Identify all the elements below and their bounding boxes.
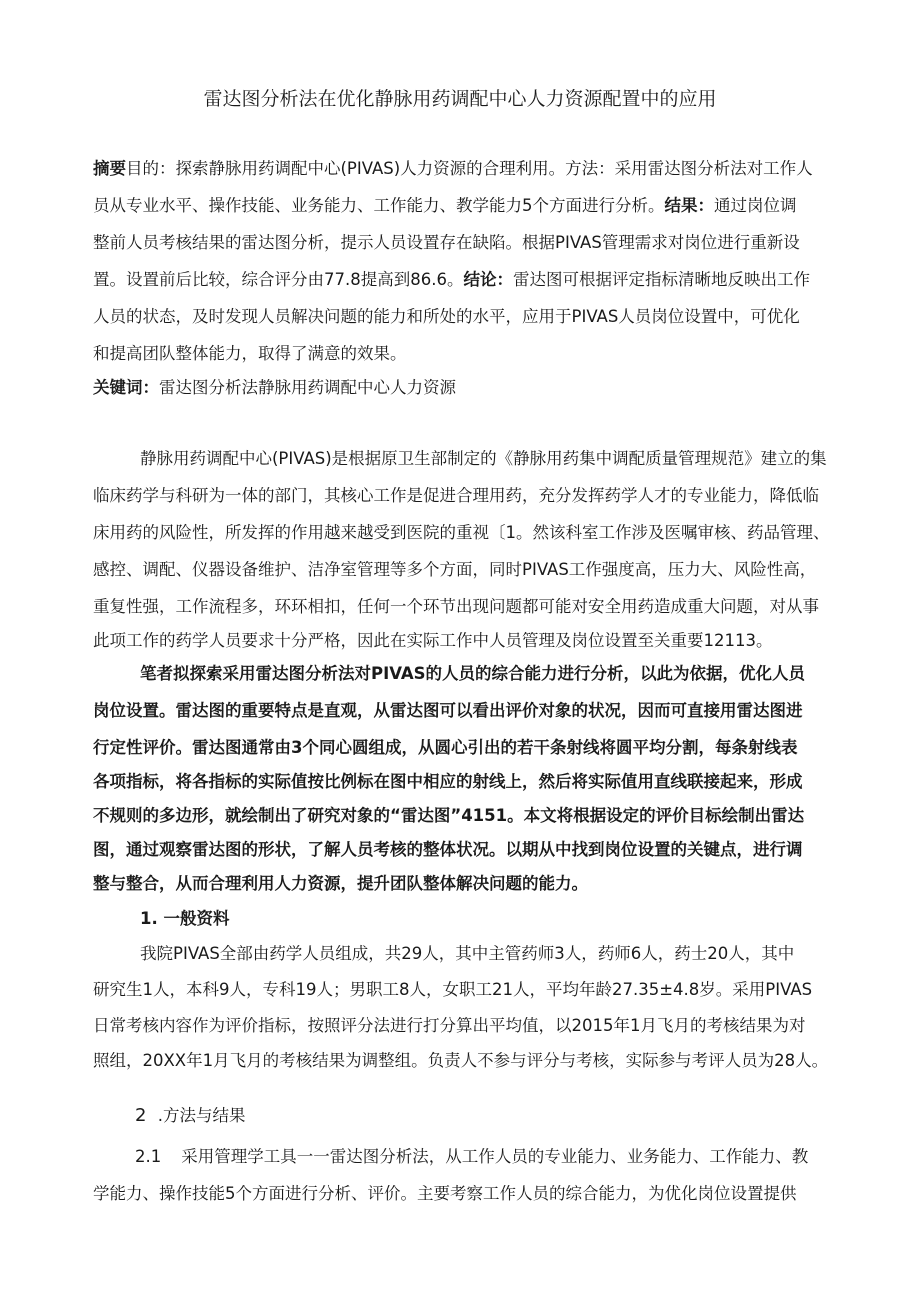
paragraph-line: 照组，20XX年1月飞月的考核结果为调整组。负责人不参与评分与考核，实际参与考评人员为28人。	[93, 1051, 829, 1070]
subsection-text: 采用管理学工具一一雷达图分析法，从工作人员的专业能力、业务能力、工作能力、教	[181, 1147, 809, 1166]
paragraph-line: 感控、调配、仪器设备维护、洁净室管理等多个方面，同时PIVAS工作强度高，压力大、风险性高，	[93, 560, 817, 579]
abstract-line-2	[93, 195, 797, 217]
paragraph-line: 重复性强，工作流程多，环环相扣，任何一个环节出现问题都可能对安全用药造成重大问题，对从事	[93, 597, 819, 616]
abstract-line-5: 人员的状态，及时发现人员解决问题的能力和所处的水平，应用于PIVAS人员岗位设置中，可优化	[93, 307, 800, 326]
subsection-number: 2.1	[135, 1147, 162, 1166]
abstract-line-1	[93, 158, 813, 180]
section-1-heading: 1. 一般资料	[140, 909, 230, 928]
section-2-heading	[135, 1105, 245, 1127]
abstract-text: 雷达图可根据评定指标清晰地反映出工作	[512, 270, 810, 289]
abstract-text: 员从专业水平、操作技能、业务能力、工作能力、教学能力5个方面进行分析。	[93, 196, 665, 215]
keywords	[93, 377, 456, 399]
paragraph-line: 不规则的多边形，就绘制出了研究对象的“雷达图”4151。本文将根据设定的评价目标绘制出雷达	[93, 806, 805, 825]
abstract-line-3: 整前人员考核结果的雷达图分析，提示人员设置存在缺陷。根据PIVAS管理需求对岗位进行重新设	[93, 233, 800, 252]
keywords-label: 关键词：	[93, 378, 159, 397]
paragraph-line: 我院PIVAS全部由药学人员组成，共29人，其中主管药师3人，药师6人，药士20人，其中	[140, 944, 795, 963]
paragraph-line: 各项指标，将各指标的实际值按比例标在图中相应的射线上，然后将实际值用直线联接起来，形成	[93, 772, 803, 791]
abstract-label: 摘要	[93, 159, 126, 178]
paragraph-line: 临床药学与科研为一体的部门，其核心工作是促进合理用药，充分发挥药学人才的专业能力，降低临	[93, 486, 819, 505]
keywords-text: 雷达图分析法静脉用药调配中心人力资源	[159, 378, 456, 397]
paragraph-line: 图，通过观察雷达图的形状，了解人员考核的整体状况。以期从中找到岗位设置的关键点，进行调	[93, 840, 803, 859]
section-2-number: 2	[135, 1105, 147, 1126]
abstract-line-4	[93, 269, 810, 291]
abstract-line-6: 和提高团队整体能力，取得了满意的效果。	[93, 344, 407, 363]
section-2-title: .方法与结果	[157, 1106, 246, 1125]
paragraph-line: 整与整合，从而合理利用人力资源，提升团队整体解决问题的能力。	[93, 874, 588, 893]
abstract-text: 目的：探索静脉用药调配中心(PIVAS)人力资源的合理利用。方法：采用雷达图分析法对工作人	[126, 159, 813, 178]
abstract-text: 置。设置前后比较，综合评分由77.8提高到86.6。	[93, 270, 464, 289]
paragraph-line: 研究生1人，本科9人，专科19人；男职工8人，女职工21人，平均年龄27.35±4.8岁。采用PIVAS	[93, 980, 813, 999]
paragraph-line: 学能力、操作技能5个方面进行分析、评价。主要考察工作人员的综合能力，为优化岗位设置提供	[93, 1184, 797, 1203]
page-title: 雷达图分析法在优化静脉用药调配中心人力资源配置中的应用	[203, 88, 717, 110]
abstract-text: 通过岗位调	[714, 196, 797, 215]
paragraph-line: 笔者拟探索采用雷达图分析法对PIVAS的人员的综合能力进行分析，以此为依据，优化人员	[140, 664, 806, 683]
paragraph-line: 此项工作的药学人员要求十分严格，因此在实际工作中人员管理及岗位设置至关重要12113。	[93, 631, 773, 650]
paragraph-line: 岗位设置。雷达图的重要特点是直观，从雷达图可以看出评价对象的状况，因而可直接用雷达图进	[93, 701, 803, 720]
paragraph-line: 床用药的风险性，所发挥的作用越来越受到医院的重视〔1。然该科室工作涉及医嘱审核、药品管理、	[93, 523, 830, 542]
paragraph-line	[135, 1146, 808, 1168]
paragraph-line: 静脉用药调配中心(PIVAS)是根据原卫生部制定的《静脉用药集中调配质量管理规范》建立的集	[140, 449, 827, 468]
paragraph-line: 日常考核内容作为评价指标，按照评分法进行打分算出平均值，以2015年1月飞月的考核结果为对	[93, 1016, 806, 1035]
result-label: 结果：	[664, 196, 714, 215]
paragraph-line: 行定性评价。雷达图通常由3个同心圆组成，从圆心引出的若干条射线将圆平均分割，每条射线表	[93, 738, 798, 757]
conclusion-label: 结论：	[463, 270, 513, 289]
